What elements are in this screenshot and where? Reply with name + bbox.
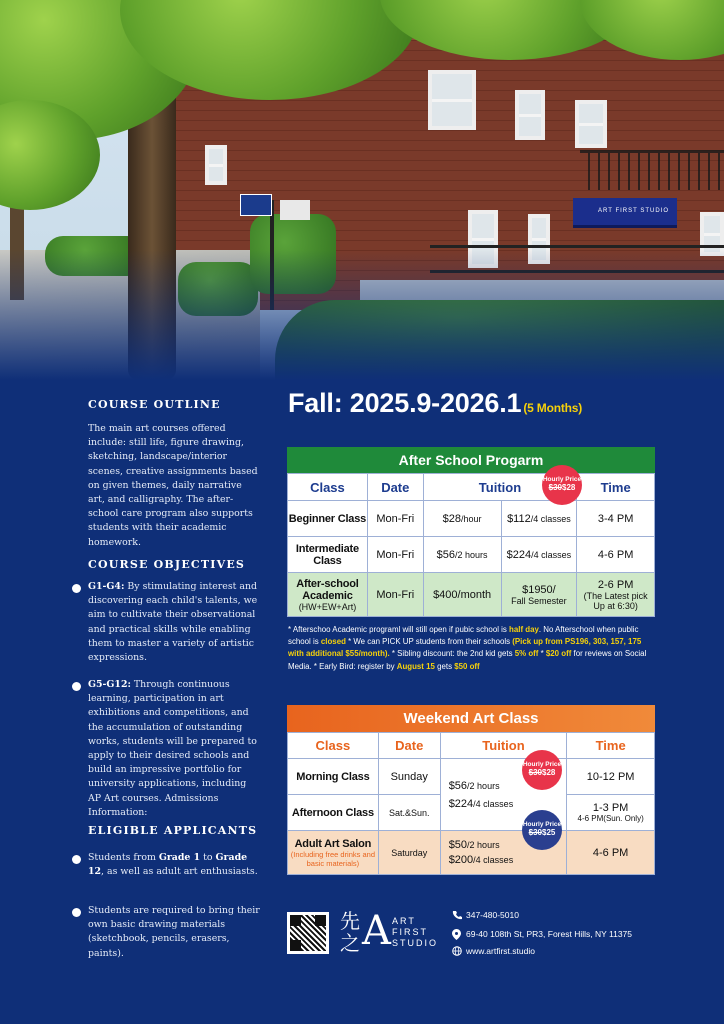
note-highlight: $50 off [454,661,480,671]
unit: /2 hours [467,840,500,850]
art-first-studio-logo [340,908,450,958]
price: $1950/ [522,583,556,596]
note-highlight: August 15 [396,661,435,671]
pickup-note: (The Latest pick Up at 6:30) [583,590,648,611]
class-time: 10-12 PM [567,759,655,795]
course-objectives-title: COURSE OBJECTIVES [88,558,246,571]
class-name: Morning Class [288,759,379,795]
course-outline-text: The main art courses offered include: still life, figure drawing, sketching, landscape/interior scenes, creative assignments based on given themes, daily narrative art, and calligraphy. The after-school care program also supports students with their academic homework. [88,423,258,548]
hourly-price-badge [522,750,562,790]
objective-g1-g4 [88,580,260,665]
qr-pattern [290,915,326,951]
bullet-icon [72,584,81,593]
academic-name: After-school Academic [296,577,359,602]
eligible-text: to [200,852,216,863]
hourly-price-badge [522,810,562,850]
academic-sub: (HW+EW+Art) [298,601,357,612]
tuition-monthly: $400/month [423,573,501,617]
objective-label: G1-G4: [88,581,125,592]
fire-escape [580,150,724,190]
logo-word: STUDIO [392,938,439,948]
bullet-icon [72,855,81,864]
class-date: Sat.&Sun. [378,795,440,831]
weekend-table [287,732,655,875]
unit: /4 classes [473,798,514,809]
class-time [567,795,655,831]
unit: /4 classes [530,513,571,524]
adult-name: Adult Art Salon [294,837,372,850]
eligible-text: , as well as adult art enthusiasts. [101,866,258,878]
window [515,90,545,140]
class-time: 4-6 PM [577,537,655,573]
table-row [288,759,655,795]
col-class: Class [288,474,368,501]
phone-number[interactable]: 347-480-5010 [466,910,519,920]
price: $56 [436,548,456,561]
after-school-table [287,473,655,617]
location-pin-icon [452,929,461,940]
eligible-grades [88,851,260,879]
col-date: Date [367,474,423,501]
col-class: Class [288,733,379,759]
note-highlight: $20 off [545,649,572,659]
note-text: * Afterschoo Academic programl will still open if pubic school is [288,625,510,634]
unit: /4 classes [473,855,514,865]
website-link[interactable]: www.artfirst.studio [466,946,535,956]
bullet-icon [72,908,81,917]
note-text: * We can PICK UP students from their schools [345,637,513,647]
window [575,100,607,148]
col-tuition: Tuition [423,474,577,501]
program-notes [288,624,656,673]
awning-text: ART FIRST STUDIO [598,208,670,214]
col-tuition: Tuition [440,733,567,759]
class-time: 4-6 PM [567,831,655,875]
window [205,145,227,185]
class-name: Beginner Class [288,501,368,537]
note-text: * [538,649,546,659]
logo-wordmark [392,916,438,949]
tuition-package [501,501,577,537]
unit: /hour [461,513,482,524]
course-outline-title: COURSE OUTLINE [88,398,221,411]
logo-chinese: 先之 [340,909,360,955]
new-price: $25 [542,828,556,837]
class-name: Afternoon Class [288,795,379,831]
note-highlight: half day [509,625,539,634]
tuition-package [501,537,577,573]
table-row-academic [288,573,655,617]
qr-code[interactable] [287,912,329,954]
objective-label: G5-G12: [88,679,131,690]
col-date: Date [378,733,440,759]
logo-a: A [362,908,391,954]
note-text: gets [434,661,455,671]
tuition-semester [501,573,577,617]
col-time: Time [567,733,655,759]
table-row-adult [288,831,655,875]
note-highlight: (Pick up from PS196, 303, 157, 175 with additional $55/month). [288,637,642,659]
photo-fade [0,250,724,380]
old-price: $30 [528,768,542,777]
class-date: Mon-Fri [367,537,423,573]
bullet-icon [72,682,81,691]
table-row [288,501,655,537]
time-range: 1-3 PM [592,802,629,814]
logo-word: FIRST [392,927,428,937]
note-highlight: closed [320,637,346,647]
objective-g5-g12 [88,678,260,820]
street-sign [240,194,272,216]
old-price: $30 [548,483,562,492]
badge-label: Hourly Price [522,761,562,768]
eligible-text: Students from [88,852,159,863]
class-date: Mon-Fri [367,501,423,537]
tuition-hourly [423,537,501,573]
class-date: Sunday [378,759,440,795]
handrail [430,245,724,248]
unit: /2 hours [455,549,488,560]
tuition-hourly [423,501,501,537]
price: $200 [448,854,474,866]
eligible-grade-from: Grade 1 [158,852,201,863]
time-range: 2-6 PM [597,578,634,591]
badge-label: Hourly Price [542,476,582,483]
adult-sub: (Including free drinks and basic materials) [290,849,375,868]
eligible-grade-to: Grade 12 [88,852,248,878]
note-text: for reviews on Social Media. * Early Bird: register by [288,649,647,671]
hourly-price-badge [542,465,582,505]
price: $112 [507,512,531,525]
old-price: $30 [528,828,542,837]
street-sign [280,200,310,220]
class-time [577,573,655,617]
class-name [288,831,379,875]
globe-icon [452,946,462,956]
table-header-row [288,474,655,501]
weekend-band: Weekend Art Class [287,705,655,732]
hero-photo [0,0,724,380]
price: $56 [448,779,468,792]
price: $50 [448,839,468,851]
class-name [288,573,368,617]
class-date: Mon-Fri [367,573,423,617]
price: $224 [448,797,474,810]
eligible-materials: Students are required to bring their own basic drawing materials (sketchbook, pencils, erasers, paints). [88,905,260,959]
note-highlight: 5% off [514,649,539,659]
fall-months: (5 Months) [523,401,583,415]
unit: /2 hours [467,780,500,791]
new-price: $28 [562,483,576,492]
price: $28 [442,512,462,525]
class-date: Saturday [378,831,440,875]
studio-address: 69-40 108th St, PR3, Forest Hills, NY 11375 [466,929,632,939]
fall-dates: Fall: 2025.9-2026.1 [288,388,522,418]
objective-text: By stimulating interest and discovering each child's talents, we aim to cultivate their observational and practical skills while enabling them to master a variety of artistic expressions. [88,581,258,664]
table-header-row [288,733,655,759]
fall-session-title [288,388,582,419]
class-name: Intermediate Class [288,537,368,573]
time-note: 4-6 PM(Sun. Only) [577,814,644,823]
col-time: Time [577,474,655,501]
table-row [288,537,655,573]
unit: /4 classes [531,549,572,560]
badge-label: Hourly Price [522,821,562,828]
eligible-applicants-title: ELIGIBLE APPLICANTS [88,824,258,837]
unit: Fall Semester [511,595,567,606]
price: $224 [506,548,532,561]
window [428,70,476,130]
phone-icon [452,910,462,920]
objective-text: Through continuous learning, participation in art exhibitions and competitions, and the accumulation of outstanding works, students will be prepared to apply to their desired schools and build an impressive portfolio for university applications, including AP Art courses. Admissions Information: [88,679,257,818]
note-text: . No Afterschool when public school is [288,625,639,647]
new-price: $28 [542,768,556,777]
after-school-band: After School Progarm [287,447,655,473]
logo-word: ART [392,916,416,926]
class-time: 3-4 PM [577,501,655,537]
note-text: * Sibling discount: the 2nd kid gets [389,649,515,659]
